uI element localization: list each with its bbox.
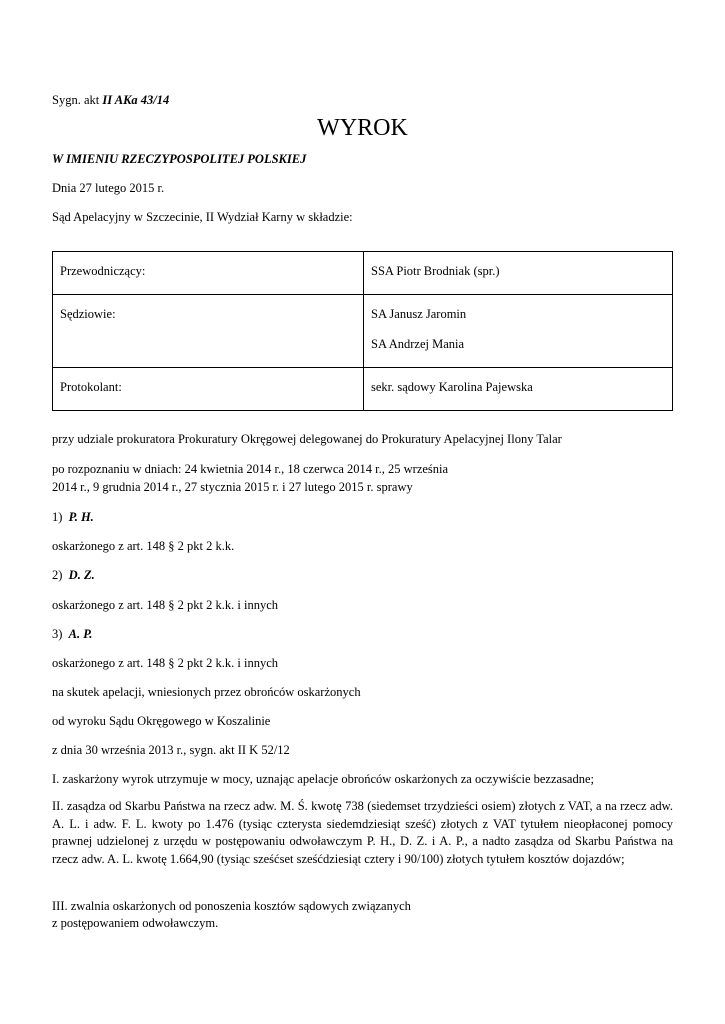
defendant-name: D. Z. xyxy=(68,568,95,582)
lower-court-line: od wyroku Sądu Okręgowego w Koszalinie xyxy=(52,714,271,728)
document-title: WYROK xyxy=(317,115,408,141)
prosecutor-line: przy udziale prokuratora Prokuratury Okręgowej delegowanej do Prokuratury Apelacyjnej Ilony Talar xyxy=(52,432,562,446)
defendant-heading xyxy=(52,626,92,642)
presiding-row xyxy=(53,252,673,295)
ruling-paragraph-3: III. zwalnia oskarżonych od ponoszenia kosztów sądowych związanych xyxy=(52,899,411,913)
clerk-row xyxy=(53,368,673,411)
defendant-number: 3) xyxy=(52,627,63,641)
judges-label: Sędziowie: xyxy=(53,295,364,368)
court-composition-intro: Sąd Apelacyjny w Szczecinie, II Wydział Karny w składzie: xyxy=(52,210,353,224)
presiding-label: Przewodniczący: xyxy=(53,252,364,295)
ruling-paragraph-3: z postępowaniem odwoławczym. xyxy=(52,916,219,930)
defendant-number: 1) xyxy=(52,510,63,524)
presiding-value: SSA Piotr Brodniak (spr.) xyxy=(364,252,673,295)
defendant-heading xyxy=(52,567,95,583)
defendant-charge: oskarżonego z art. 148 § 2 pkt 2 k.k. xyxy=(52,539,235,553)
defendant-charge: oskarżonego z art. 148 § 2 pkt 2 k.k. i innych xyxy=(52,598,278,612)
case-signature-number: II AKa 43/14 xyxy=(102,93,170,107)
hearing-dates-line: po rozpoznaniu w dniach: 24 kwietnia 2014 r., 18 czerwca 2014 r., 25 września xyxy=(52,462,449,476)
ruling-paragraph-2: II. zasądza od Skarbu Państwa na rzecz adw. M. Ś. kwotę 738 (siedemset trzydzieści osiem) złotych z VAT, a na rzecz adw. A. L. i adw. F. L. kwoty po 1.476 (tysiąc czterysta siedemdziesiąt sześć) złotych z VAT tytułem nieopłaconej pomocy prawnej udzielonej z urzędu w postępowaniu odwoławczym P. H., D. Z. i A. P., a nadto zasądza od Skarbu Państwa na rzecz adw. A. L. kwotę 1.664,90 (tysiąc sześćset sześćdziesiąt cztery i 90/100) złotych tytułem kosztów dojazdów; xyxy=(52,799,673,866)
ruling-paragraph-1: I. zaskarżony wyrok utrzymuje w mocy, uznając apelacje obrońców oskarżonych za oczywiście bezzasadne; xyxy=(52,772,594,786)
clerk-value: sekr. sądowy Karolina Pajewska xyxy=(364,368,673,411)
judge-name: SA Janusz Jaromin xyxy=(371,307,467,321)
judges-row xyxy=(53,295,673,368)
lower-court-reference: z dnia 30 września 2013 r., sygn. akt II K 52/12 xyxy=(52,743,290,757)
defendant-charge: oskarżonego z art. 148 § 2 pkt 2 k.k. i innych xyxy=(52,656,278,670)
defendant-name: P. H. xyxy=(68,510,94,524)
defendant-heading xyxy=(52,509,94,525)
judge-name: SA Andrzej Mania xyxy=(371,337,465,351)
judgment-date: Dnia 27 lutego 2015 r. xyxy=(52,181,165,195)
case-signature xyxy=(52,92,169,108)
court-panel-table xyxy=(52,251,673,411)
clerk-label: Protokolant: xyxy=(53,368,364,411)
document-subtitle: W IMIENIU RZECZYPOSPOLITEJ POLSKIEJ xyxy=(52,152,307,166)
defendant-number: 2) xyxy=(52,568,63,582)
hearing-dates-line: 2014 r., 9 grudnia 2014 r., 27 stycznia 2015 r. i 27 lutego 2015 r. sprawy xyxy=(52,480,413,494)
case-signature-prefix: Sygn. akt xyxy=(52,93,100,107)
appeal-line: na skutek apelacji, wniesionych przez obrońców oskarżonych xyxy=(52,685,361,699)
defendant-name: A. P. xyxy=(68,627,93,641)
judges-value xyxy=(364,295,673,368)
